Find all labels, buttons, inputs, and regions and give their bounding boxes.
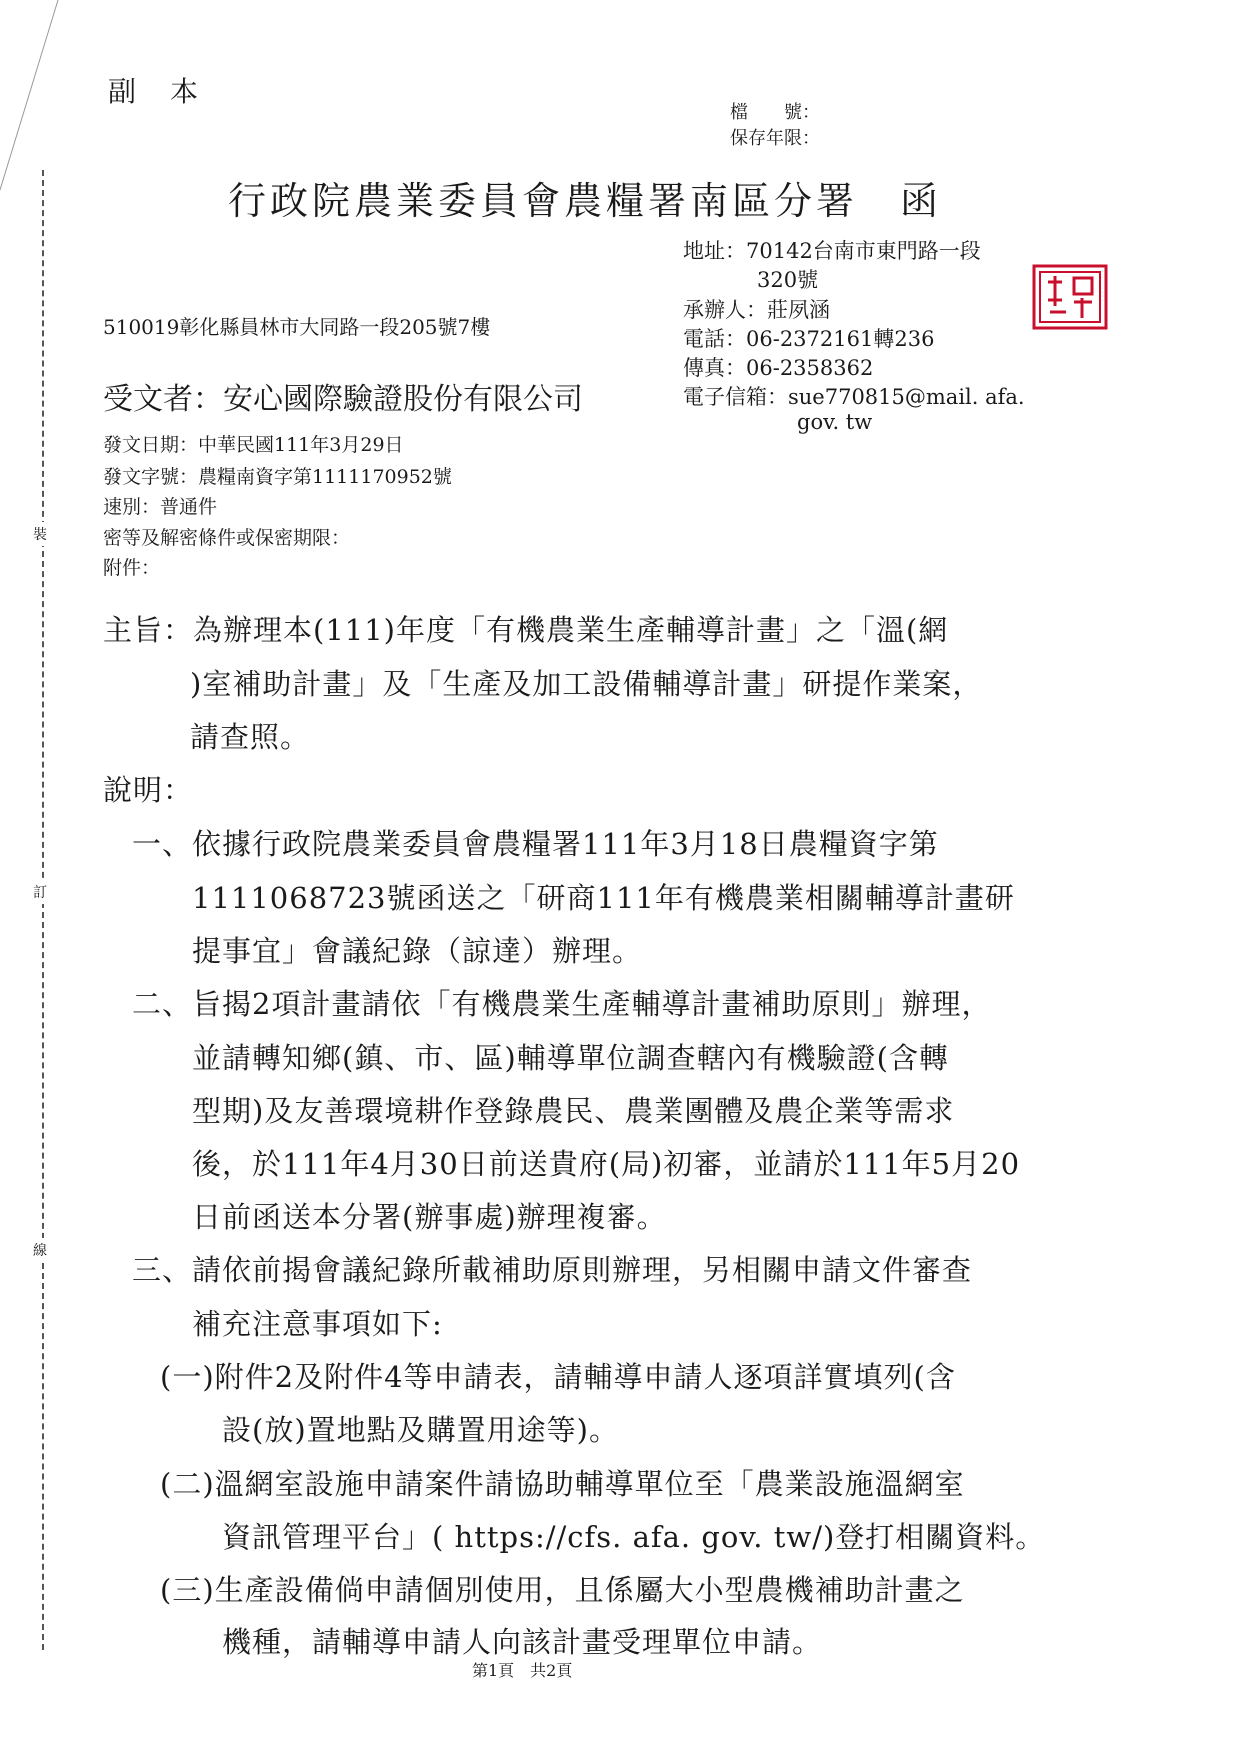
sender-address: 地址：70142台南市東門路一段 [683, 239, 981, 263]
subitem-one-line-1: (一)附件2及附件4等申請表，請輔導申請人逐項詳實填列(含 [160, 1360, 956, 1394]
item-one-line-2: 1111068723號函送之「研商111年有機農業相關輔導計畫研 [192, 881, 1015, 915]
subitem-two-line-2: 資訊管理平台」( https://cfs. afa. gov. tw/)登打相關資料。 [222, 1520, 1046, 1554]
subitem-three-line-2: 機種，請輔導申請人向該計畫受理單位申請。 [222, 1625, 823, 1659]
binding-mark-zhuang: 裝 [33, 522, 47, 546]
page-number: 第1頁 共2頁 [472, 1661, 573, 1680]
email: 電子信箱：sue770815@mail. afa. [683, 385, 1025, 409]
subitem-one-line-2: 設(放)置地點及購置用途等)。 [222, 1413, 619, 1447]
subject-line-1: 主旨：為辦理本(111)年度「有機農業生產輔導計畫」之「溫(網 [103, 613, 949, 647]
item-two-line-5: 日前函送本分署(辦事處)辦理複審。 [192, 1200, 667, 1234]
secrecy-level: 密等及解密條件或保密期限： [103, 527, 351, 549]
handler: 承辦人：莊夙涵 [683, 298, 830, 322]
attachments: 附件： [103, 557, 161, 579]
item-one-line-1: 一、依據行政院農業委員會農糧署111年3月18日農糧資字第 [132, 827, 939, 861]
binding-mark-ding: 訂 [33, 880, 47, 904]
document-title: 行政院農業委員會農糧署南區分署 函 [228, 179, 943, 223]
official-seal-stamp [1030, 262, 1110, 332]
item-one-line-3: 提事宜」會議紀錄（諒達）辦理。 [192, 934, 643, 968]
binding-mark-xian: 線 [33, 1238, 47, 1262]
item-two-line-4: 後，於111年4月30日前送貴府(局)初審，並請於111年5月20 [192, 1147, 1021, 1181]
scan-corner-line [0, 0, 70, 200]
binding-margin-line [42, 170, 44, 1650]
subject-line-3: 請查照。 [190, 720, 311, 754]
phone: 電話：06-2372161轉236 [683, 327, 935, 351]
issue-date: 發文日期：中華民國111年3月29日 [103, 434, 404, 456]
explanation-heading: 說明： [103, 773, 194, 807]
sender-address-cont: 320號 [757, 268, 819, 292]
delivery-speed: 速別：普通件 [103, 496, 218, 518]
fax: 傳真：06-2358362 [683, 356, 874, 380]
item-two-line-2: 並請轉知鄉(鎮、市、區)輔導單位調查轄內有機驗證(含轉 [192, 1041, 949, 1075]
subitem-two-line-1: (二)溫網室設施申請案件請協助輔導單位至「農業設施溫網室 [160, 1467, 965, 1501]
retention-period: 保存年限： [730, 128, 820, 149]
item-three-line-1: 三、請依前揭會議紀錄所載補助原則辦理，另相關申請文件審查 [132, 1253, 973, 1287]
item-three-line-2: 補充注意事項如下: [192, 1307, 443, 1341]
archive-number: 檔 號： [730, 102, 820, 123]
email-cont: gov. tw [797, 410, 873, 434]
subject-line-2: )室補助計畫」及「生產及加工設備輔導計畫」研提作業案， [190, 667, 983, 701]
recipient: 受文者：安心國際驗證股份有限公司 [103, 382, 583, 417]
item-two-line-3: 型期)及友善環境耕作登錄農民、農業團體及農企業等需求 [192, 1094, 955, 1128]
copy-mark: 副本 [108, 75, 233, 108]
recipient-address: 510019彰化縣員林市大同路一段205號7樓 [103, 315, 491, 339]
item-two-line-1: 二、旨揭2項計畫請依「有機農業生產輔導計畫補助原則」辦理， [132, 987, 992, 1021]
subitem-three-line-1: (三)生產設備倘申請個別使用，且係屬大小型農機補助計畫之 [160, 1573, 965, 1607]
document-number: 發文字號：農糧南資字第1111170952號 [103, 466, 452, 488]
